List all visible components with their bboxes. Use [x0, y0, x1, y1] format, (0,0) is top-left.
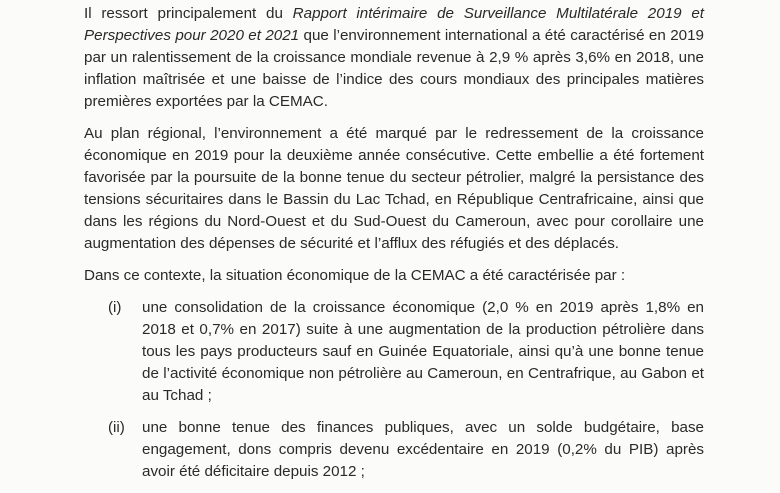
paragraph-regional: Au plan régional, l’environnement a été marqué par le redressement de la croissance économique en 2019 pour la deuxième année consécutive. Cette embellie a été fortement favorisée par la poursuite de la bonne tenue du secteur pétrolier, malgré la persistance des tensions sécuritaires dans le Bassin du Lac Tchad, en République Centrafricaine, ainsi que dans les régions du Nord-Ouest et du Sud-Ouest du Cameroun, avec pour corollaire une augmentation des dépenses de sécurité et l’afflux des réfugiés et des déplacés.	[84, 125, 704, 252]
list-item	[84, 417, 704, 483]
list-marker: (i)	[108, 299, 122, 316]
list-marker: (ii)	[108, 419, 125, 436]
document-page	[84, 3, 704, 493]
list-text: une consolidation de la croissance économique (2,0 % en 2019 après 1,8% en 2018 et 0,7% en 2017) suite à une augmentation de la production pétrolière dans tous les pays producteurs sauf en Guinée Equatoriale, ainsi qu’à une bonne tenue de l’activité économique non pétrolière au Cameroun, en Centrafrique, au Gabon et au Tchad ;	[142, 299, 704, 404]
report-title: Rapport intérimaire de Surveillance Multilatérale 2019 et Perspectives pour 2020 et 2021	[84, 5, 704, 44]
paragraph-context: Dans ce contexte, la situation économique de la CEMAC a été caractérisée par :	[84, 267, 626, 284]
intro-text-start: Il ressort principalement du	[84, 5, 293, 22]
list-item	[84, 297, 704, 407]
list-text: une bonne tenue des finances publiques, avec un solde budgétaire, base engagement, dons compris devenu excédentaire en 2019 (0,2% du PIB) après avoir été déficitaire depuis 2012 ;	[142, 419, 704, 480]
paragraph-intro	[84, 3, 704, 113]
intro-text-end: que l’environnement international a été caractérisé en 2019 par un ralentissement de la croissance mondiale revenue à 2,9 % après 3,6% en 2018, une inflation maîtrisée et une baisse de l’indice des cours mondiaux des principales matières premières exportées par la CEMAC.	[84, 27, 704, 110]
